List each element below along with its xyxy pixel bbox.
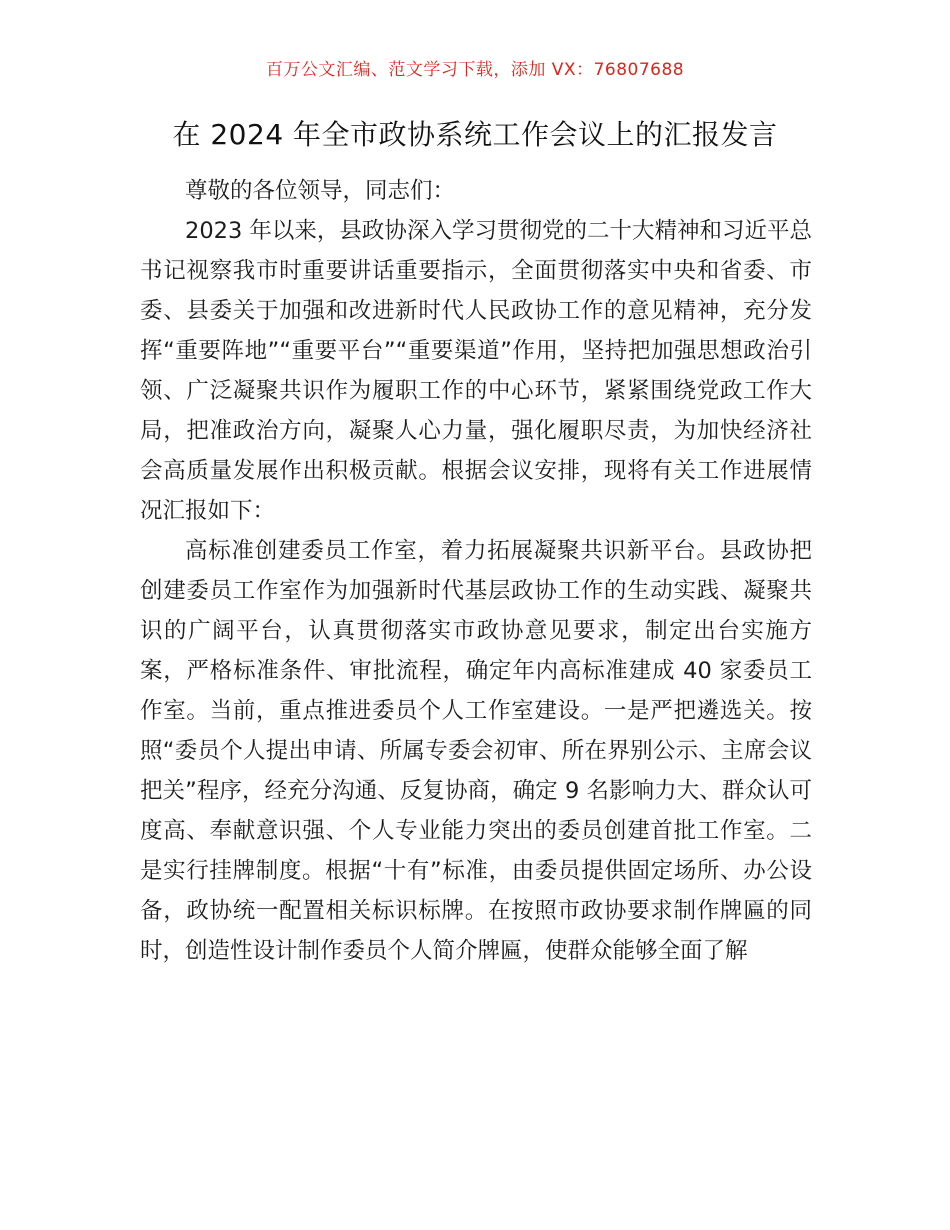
document-title: 在 2024 年全市政协系统工作会议上的汇报发言 [172,118,778,151]
salutation: 尊敬的各位领导，同志们： [185,178,456,204]
paragraph-committee-studio: 高标准创建委员工作室，着力拓展凝聚共识新平台。县政协把创建委员工作室作为加强新时代基层政协工作的生动实践、凝聚共识的广阔平台，认真贯彻落实市政协意见要求，制定出台实施方案，严格标准条件、审批流程，确定年内高标准建成 40 家委员工作室。当前，重点推进委员个人工作室建设。一是严把遴选关。按照“委员个人提出申请、所属专委会初审、所在界别公示、主席会议把关”程序，经充分沟通、反复协商，确定 9 名影响力大、群众认可度高、奉献意识强、个人专业能力突出的委员创建首批工作室。二是实行挂牌制度。根据“十有”标准，由委员提供固定场所、办公设备，政协统一配置相关标识标牌。在按照市政协要求制作牌匾的同时，创造性设计制作委员个人简介牌匾，使群众能够全面了解 [140,538,812,964]
watermark-banner: 百万公文汇编、范文学习下载，添加 VX：76807688 [265,60,685,80]
document-body [140,171,812,971]
paragraph-intro: 2023 年以来，县政协深入学习贯彻党的二十大精神和习近平总书记视察我市时重要讲话重要指示，全面贯彻落实中央和省委、市委、县委关于加强和改进新时代人民政协工作的意见精神，充分发挥“重要阵地”“重要平台”“重要渠道”作用，坚持把加强思想政治引领、广泛凝聚共识作为履职工作的中心环节，紧紧围绕党政工作大局，把准政治方向，凝聚人心力量，强化履职尽责，为加快经济社会高质量发展作出积极贡献。根据会议安排，现将有关工作进展情况汇报如下： [140,218,812,524]
